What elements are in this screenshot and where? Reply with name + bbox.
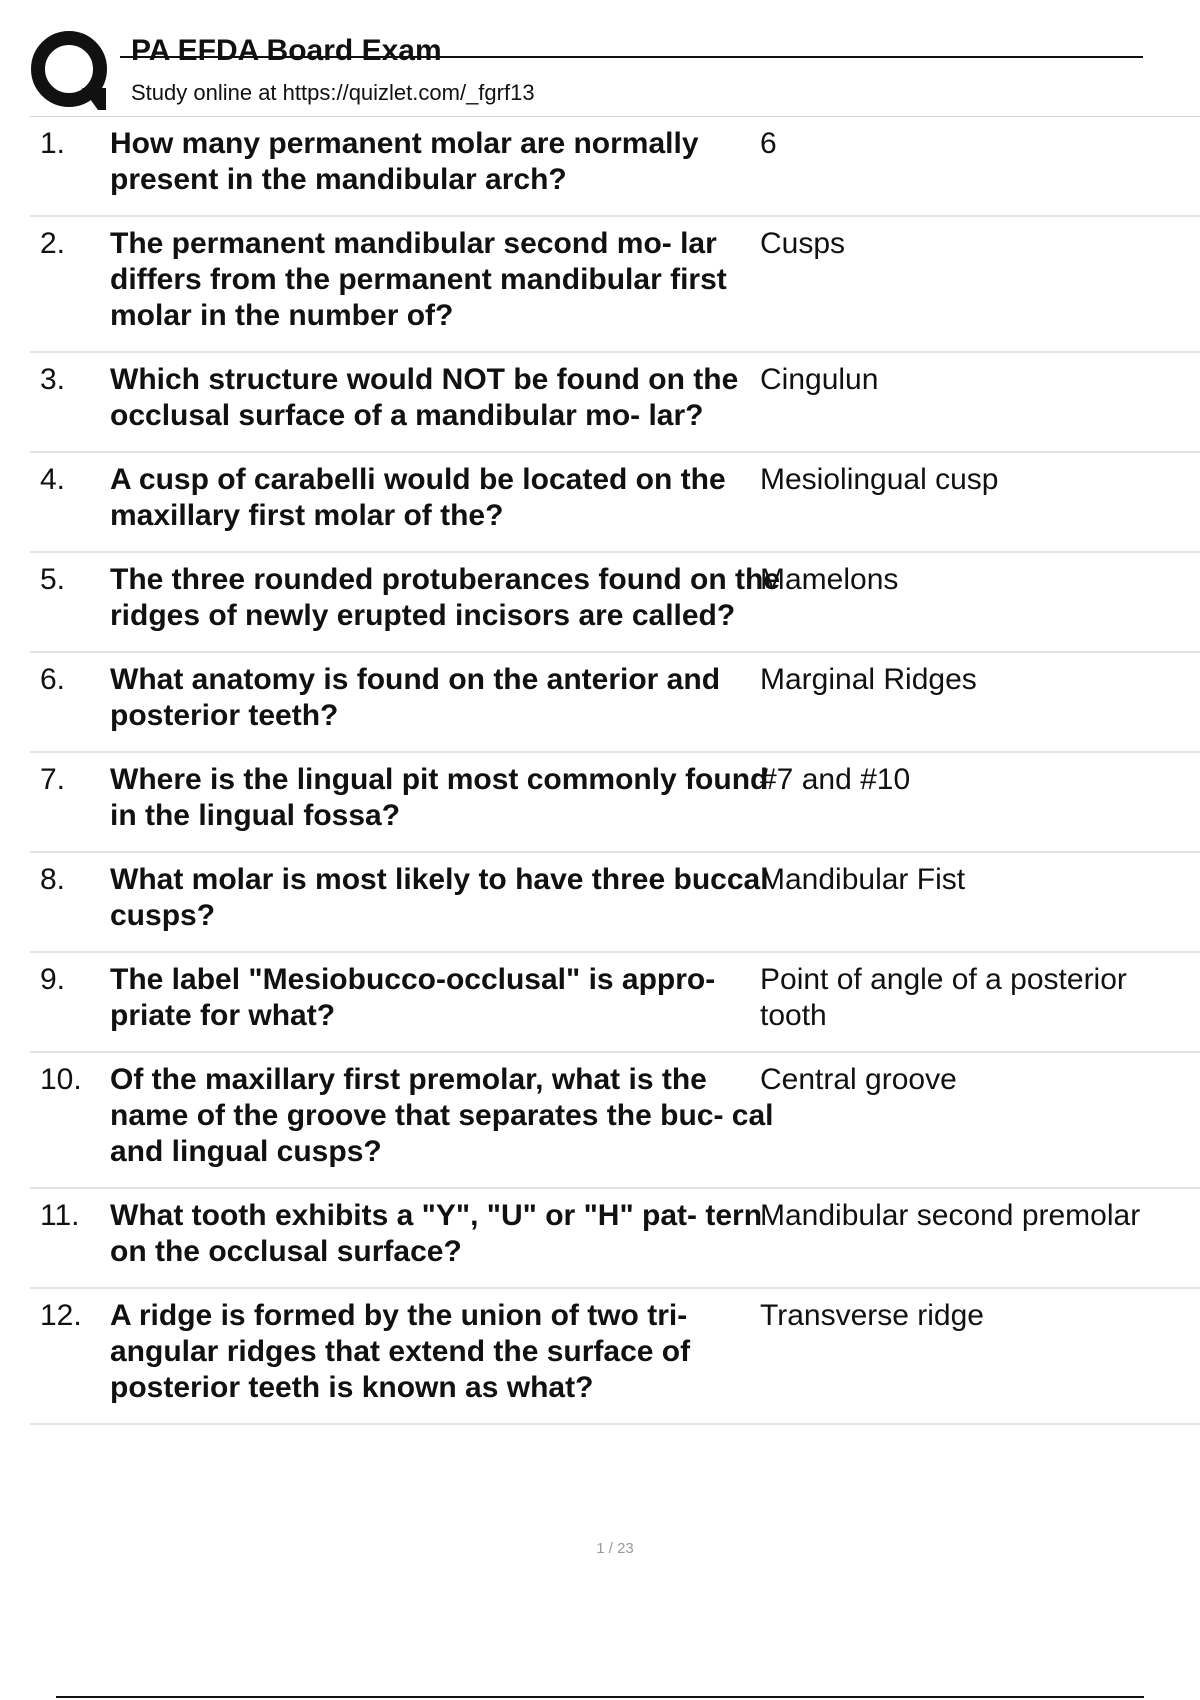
question-number: 4. [40, 463, 66, 496]
answer-text: 6 [760, 127, 777, 160]
question-text: The label "Mesiobucco-occlusal" is appro- priate for what? [110, 963, 716, 1032]
question-row [30, 553, 1200, 653]
question-text: What anatomy is found on the anterior and posterior teeth? [110, 663, 721, 732]
answer-text: Central groove [760, 1063, 957, 1096]
question-row [30, 853, 1200, 953]
footer-rule [56, 1696, 1144, 1698]
question-row [30, 453, 1200, 553]
question-text: The three rounded protuberances found on the ridges of newly erupted incisors are called? [110, 563, 781, 632]
question-row [30, 1053, 1200, 1189]
answer-text: #7 and #10 [760, 763, 911, 796]
page-number: 1 / 23 [596, 1540, 634, 1557]
answer-text: Mamelons [760, 563, 899, 596]
answer-text: Mandibular second premolar [760, 1199, 1141, 1232]
question-list [30, 117, 1200, 1425]
question-number: 12. [40, 1299, 82, 1332]
question-number: 9. [40, 963, 66, 996]
question-number: 2. [40, 227, 66, 260]
document-header [0, 0, 1200, 118]
question-text: What molar is most likely to have three buccal cusps? [110, 863, 769, 932]
question-number: 6. [40, 663, 66, 696]
question-number: 7. [40, 763, 66, 796]
question-text: A ridge is formed by the union of two tri- angular ridges that extend the surface of posterior teeth is known as what? [110, 1299, 691, 1404]
question-text: A cusp of carabelli would be located on the maxillary first molar of the? [110, 463, 726, 532]
answer-text: Mesiolingual cusp [760, 463, 999, 496]
question-row [30, 117, 1200, 217]
question-row [30, 953, 1200, 1053]
question-number: 5. [40, 563, 66, 596]
answer-text: Marginal Ridges [760, 663, 977, 696]
question-text: Where is the lingual pit most commonly found in the lingual fossa? [110, 763, 769, 832]
question-row [30, 1189, 1200, 1289]
question-row [30, 353, 1200, 453]
question-text: The permanent mandibular second mo- lar differs from the permanent mandibular first molar in the number of? [110, 227, 727, 332]
question-row [30, 1289, 1200, 1425]
question-text: Of the maxillary first premolar, what is the name of the groove that separates the buc- cal and lingual cusps? [110, 1063, 774, 1168]
quizlet-q-logo-icon [30, 30, 114, 114]
question-row [30, 753, 1200, 853]
question-row [30, 653, 1200, 753]
question-row [30, 217, 1200, 353]
answer-text: Transverse ridge [760, 1299, 984, 1332]
question-number: 10. [40, 1063, 82, 1096]
answer-text: Cingulun [760, 363, 879, 396]
question-number: 1. [40, 127, 66, 160]
document-title: PA EFDA Board Exam [131, 34, 442, 67]
question-number: 3. [40, 363, 66, 396]
answer-text: Mandibular Fist [760, 863, 966, 896]
answer-text: Cusps [760, 227, 846, 260]
question-number: 11. [40, 1199, 80, 1232]
document-subtitle: Study online at https://quizlet.com/_fgrf13 [131, 80, 535, 105]
question-number: 8. [40, 863, 66, 896]
question-text: Which structure would NOT be found on the occlusal surface of a mandibular mo- lar? [110, 363, 739, 432]
answer-text: Point of angle of a posterior tooth [760, 963, 1127, 1032]
question-text: What tooth exhibits a "Y", "U" or "H" pat- tern on the occlusal surface? [110, 1199, 763, 1268]
question-text: How many permanent molar are normally present in the mandibular arch? [110, 127, 699, 196]
